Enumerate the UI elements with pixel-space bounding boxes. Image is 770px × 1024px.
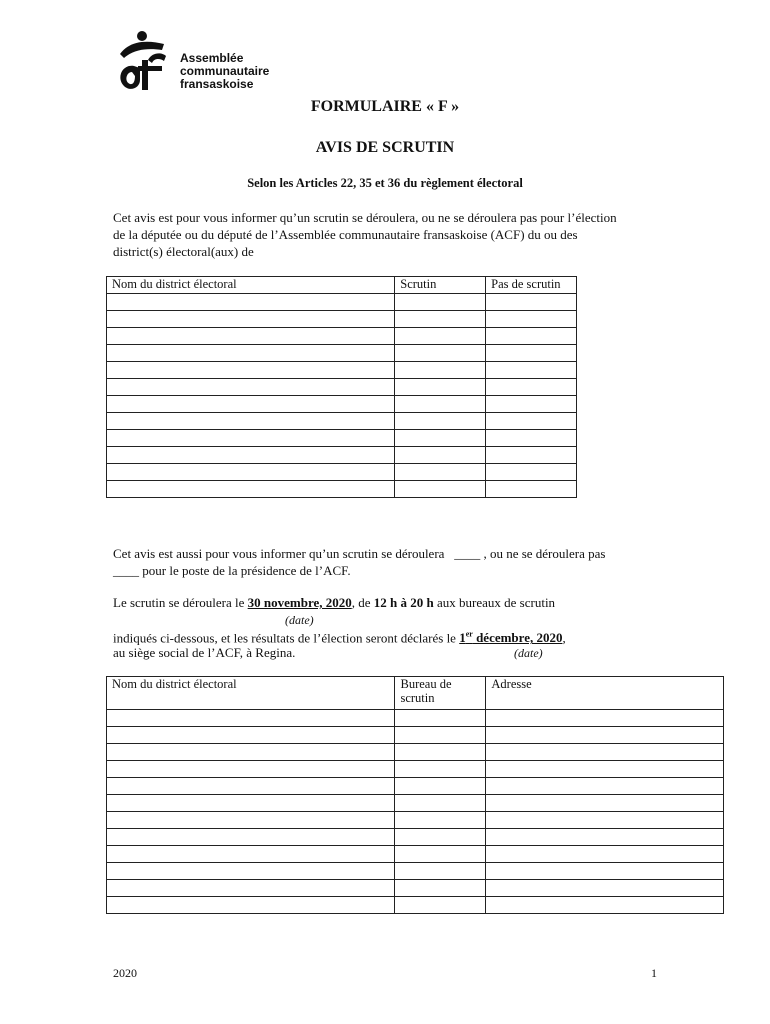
table-cell[interactable] <box>107 294 395 311</box>
table-cell[interactable] <box>107 727 395 744</box>
table-cell[interactable] <box>486 447 577 464</box>
table-cell[interactable] <box>486 345 577 362</box>
table-row <box>107 710 724 727</box>
table-cell[interactable] <box>395 379 486 396</box>
table-cell[interactable] <box>486 795 724 812</box>
table-row <box>107 396 577 413</box>
acf-logo <box>114 30 314 94</box>
col-header-bureau: Bureau de scrutin <box>395 677 486 710</box>
table-cell[interactable] <box>107 761 395 778</box>
notice-title: AVIS DE SCRUTIN <box>315 139 455 156</box>
table-row <box>107 829 724 846</box>
table-cell[interactable] <box>107 413 395 430</box>
logo-line-3: fransaskoise <box>180 77 254 91</box>
table-cell[interactable] <box>107 829 395 846</box>
table-cell[interactable] <box>107 396 395 413</box>
presidency-text-c: pour le poste de la présidence de l’ACF. <box>139 563 351 578</box>
table-cell[interactable] <box>486 880 724 897</box>
table-cell[interactable] <box>395 328 486 345</box>
table-cell[interactable] <box>107 846 395 863</box>
col-header-no-scrutin: Pas de scrutin <box>486 277 577 294</box>
intro-line-2: de la députée ou du député de l’Assemblée communautaire fransaskoise (ACF) du ou des <box>113 227 578 242</box>
table-cell[interactable] <box>107 464 395 481</box>
logo-line-1: Assemblée <box>180 51 244 65</box>
table-row <box>107 778 724 795</box>
intro-line-3: district(s) électoral(aux) de <box>113 244 254 259</box>
table-cell[interactable] <box>486 897 724 914</box>
table-cell[interactable] <box>395 710 486 727</box>
presidency-line-1 <box>113 546 605 562</box>
table-cell[interactable] <box>107 379 395 396</box>
intro-line-1: Cet avis est pour vous informer qu’un scrutin se déroulera, ou ne se déroulera pas pour l’élection <box>113 210 617 225</box>
table-cell[interactable] <box>486 464 577 481</box>
schedule-text-b: , de <box>351 595 374 610</box>
schedule-line-2 <box>113 627 566 646</box>
table-cell[interactable] <box>395 778 486 795</box>
table-cell[interactable] <box>107 311 395 328</box>
col-header-district: Nom du district électoral <box>107 277 395 294</box>
schedule-text-e: , <box>562 630 566 646</box>
table-cell[interactable] <box>395 481 486 498</box>
table-row <box>107 311 577 328</box>
table-cell[interactable] <box>395 829 486 846</box>
table-cell[interactable] <box>107 710 395 727</box>
table-cell[interactable] <box>486 710 724 727</box>
table-cell[interactable] <box>395 880 486 897</box>
schedule-text-c: aux bureaux de scrutin <box>433 595 556 610</box>
footer-year: 2020 <box>113 966 137 980</box>
table-cell[interactable] <box>395 311 486 328</box>
table-row <box>107 744 724 761</box>
presidency-blank-1[interactable]: ____ <box>454 546 481 561</box>
table-row <box>107 464 577 481</box>
table-cell[interactable] <box>107 778 395 795</box>
table-header-row <box>107 677 724 710</box>
table-cell[interactable] <box>107 795 395 812</box>
table-row <box>107 897 724 914</box>
schedule-text-d: indiqués ci-dessous, et les résultats de l’élection seront déclarés le <box>113 630 460 646</box>
table-cell[interactable] <box>395 727 486 744</box>
table-cell[interactable] <box>395 761 486 778</box>
col-header-district: Nom du district électoral <box>107 677 395 710</box>
table-row <box>107 812 724 829</box>
table-row <box>107 345 577 362</box>
schedule-text-a: Le scrutin se déroulera le <box>113 595 248 610</box>
date-hint-2: (date) <box>514 646 543 660</box>
table-cell[interactable] <box>486 362 577 379</box>
logo-line-2: communautaire <box>180 64 270 78</box>
voting-hours: 12 h à 20 h <box>373 595 434 610</box>
table-cell[interactable] <box>107 880 395 897</box>
table-cell[interactable] <box>107 430 395 447</box>
table-cell[interactable] <box>486 829 724 846</box>
table-row <box>107 880 724 897</box>
table-cell[interactable] <box>486 396 577 413</box>
table-row <box>107 413 577 430</box>
results-date <box>459 630 562 645</box>
table-row <box>107 795 724 812</box>
results-date-day: 1 <box>459 630 466 646</box>
presidency-line-2 <box>113 563 351 579</box>
table-cell[interactable] <box>486 727 724 744</box>
table-cell[interactable] <box>395 430 486 447</box>
table-cell[interactable] <box>107 345 395 362</box>
table-cell[interactable] <box>395 294 486 311</box>
form-title: FORMULAIRE « F » <box>310 98 460 115</box>
date-hint-1: (date) <box>285 613 314 627</box>
table-cell[interactable] <box>107 812 395 829</box>
table-cell[interactable] <box>107 481 395 498</box>
table-cell[interactable] <box>486 379 577 396</box>
col-header-address: Adresse <box>486 677 724 710</box>
table-row <box>107 447 577 464</box>
schedule-line-1 <box>113 595 555 611</box>
results-date-sup: er <box>465 630 473 639</box>
table-cell[interactable] <box>395 863 486 880</box>
table-cell[interactable] <box>395 345 486 362</box>
table-cell[interactable] <box>395 744 486 761</box>
table-cell[interactable] <box>486 846 724 863</box>
schedule-line-3: au siège social de l’ACF, à Regina. <box>113 645 296 660</box>
page-number: 1 <box>651 966 657 980</box>
table-cell[interactable] <box>395 795 486 812</box>
table-cell[interactable] <box>486 744 724 761</box>
table-row <box>107 362 577 379</box>
table-row <box>107 846 724 863</box>
table-cell[interactable] <box>395 464 486 481</box>
table-row <box>107 379 577 396</box>
table-cell[interactable] <box>486 481 577 498</box>
table-cell[interactable] <box>486 778 724 795</box>
table-cell[interactable] <box>395 447 486 464</box>
table-row <box>107 294 577 311</box>
table-row <box>107 481 577 498</box>
presidency-blank-2[interactable]: ____ <box>113 563 139 578</box>
districts-table <box>106 276 577 498</box>
col-header-scrutin: Scrutin <box>395 277 486 294</box>
table-cell[interactable] <box>107 362 395 379</box>
polling-stations-table <box>106 676 724 914</box>
table-header-row <box>107 277 577 294</box>
table-cell[interactable] <box>395 812 486 829</box>
table-cell[interactable] <box>107 897 395 914</box>
table-cell[interactable] <box>486 863 724 880</box>
table-cell[interactable] <box>486 430 577 447</box>
table-cell[interactable] <box>486 311 577 328</box>
acf-logo-mark-icon <box>114 30 178 94</box>
table-row <box>107 727 724 744</box>
table-cell[interactable] <box>395 846 486 863</box>
table-row <box>107 328 577 345</box>
table-cell[interactable] <box>395 413 486 430</box>
table-cell[interactable] <box>395 396 486 413</box>
table-cell[interactable] <box>486 812 724 829</box>
subtitle: Selon les Articles 22, 35 et 36 du règlement électoral <box>247 176 523 190</box>
table-cell[interactable] <box>486 294 577 311</box>
table-cell[interactable] <box>107 447 395 464</box>
table-cell[interactable] <box>395 362 486 379</box>
results-date-rest: décembre, 2020 <box>472 630 563 646</box>
table-cell[interactable] <box>486 328 577 345</box>
table-cell[interactable] <box>107 328 395 345</box>
table-cell[interactable] <box>395 897 486 914</box>
table-cell[interactable] <box>486 413 577 430</box>
table-cell[interactable] <box>107 863 395 880</box>
table-row <box>107 430 577 447</box>
table-cell[interactable] <box>107 744 395 761</box>
table-row <box>107 863 724 880</box>
presidency-text-b: , ou ne se déroulera pas <box>483 546 606 561</box>
election-date: 30 novembre, 2020 <box>247 595 352 610</box>
table-row <box>107 761 724 778</box>
presidency-text-a: Cet avis est aussi pour vous informer qu’un scrutin se déroulera <box>113 546 445 561</box>
table-cell[interactable] <box>486 761 724 778</box>
